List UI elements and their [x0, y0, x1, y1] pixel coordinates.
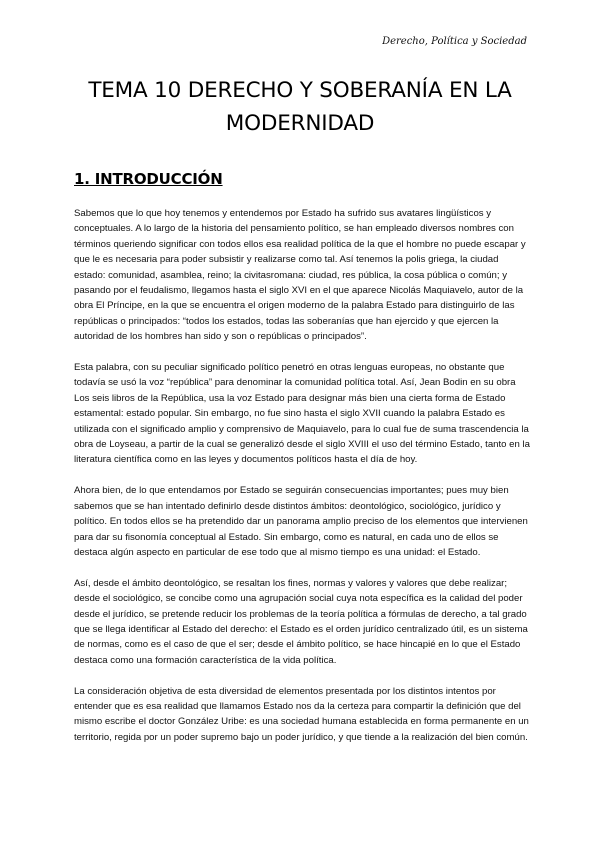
paragraph: Esta palabra, con su peculiar significado político penetró en otras lenguas europeas, no obstante que todavía se usó la voz “república” para denominar la comunidad política total. Así, Jean Bodin en su obra Los seis libros de la República, usa la voz Estado para designar más bien una cierta forma de Estado estamental: estado popular. Sin embargo, no fue sino hasta el siglo XVII cuando la palabra Estado es utilizada con el significado amplio y comprensivo de Maquiavelo, para lo cual fue de suma trascendencia la obra de Loyseau, a partir de la cual se generalizó desde el siglo XVIII el uso del término Estado, tanto en la literatura científica como en las leyes y documentos políticos hasta el día de hoy.	[74, 362, 530, 466]
paragraph: Sabemos que lo que hoy tenemos y entendemos por Estado ha sufrido sus avatares lingüísticos y conceptuales. A lo largo de la historia del pensamiento político, se han empleado diversos nombres con términos queriendo significar con todos ellos esa realidad política de la que el hombre no puede escapar y que le es necesaria para poder subsistir y realizarse como tal. Así tenemos la polis griega, la ciudad estado: comunidad, asamblea, reino; la civitasromana: ciudad, res pública, la cosa pública o común; y pasando por el feudalismo, llegamos hasta el siglo XVI en el que aparece Nicolás Maquiavelo, autor de la obra El Príncipe, en la que se encuentra el origen moderno de la palabra Estado para distinguirlo de las repúblicas o principados: “todos los estados, todas las soberanías que han ejercido y que ejercen la autoridad de los hombres han sido y son o repúblicas o principados”.	[74, 208, 526, 343]
paragraph: Ahora bien, de lo que entendamos por Estado se seguirán consecuencias importantes; pues muy bien sabemos que se han intentado definirlo desde distintos ámbitos: deontológico, sociológico, jurídico y político. En todos ellos se ha pretendido dar un panorama amplio preciso de los elementos que intervienen para dar su fisonomía conceptual al Estado. Sin embargo, como es natural, en cada uno de ellos se destaca algún aspecto en particular de ese todo que al mismo tiempo es una unidad: el Estado.	[74, 485, 528, 558]
running-header: Derecho, Política y Sociedad	[382, 36, 527, 47]
document-body	[74, 206, 530, 761]
document-title: TEMA 10 DERECHO Y SOBERANÍA EN LA MODERNIDAD	[88, 78, 512, 136]
paragraph: La consideración objetiva de esta diversidad de elementos presentada por los distintos intentos por entender que es esa realidad que llamamos Estado nos da la certeza para compartir la definición que del mismo escribe el doctor González Uribe: es una sociedad humana establecida en forma permanente en un territorio, regida por un poder supremo bajo un poder jurídico, y que tiende a la realización del bien común.	[74, 685, 529, 743]
section-heading: 1. INTRODUCCIÓN	[74, 170, 223, 188]
paragraph: Así, desde el ámbito deontológico, se resaltan los fines, normas y valores y valores que debe realizar; desde el sociológico, se concibe como una agrupación social cuya nota específica es la calidad del poder desde el jurídico, se pretende reducir los problemas de la teoría política a fórmulas de derecho, a tal grado que se llega identificar al Estado del derecho: el Estado es el orden jurídico centralizado útil, es un sistema de normas, como es el caso de que el ser; desde el ámbito político, se hace hincapié en lo que el Estado destaca como una formación característica de la vida política.	[74, 577, 528, 666]
